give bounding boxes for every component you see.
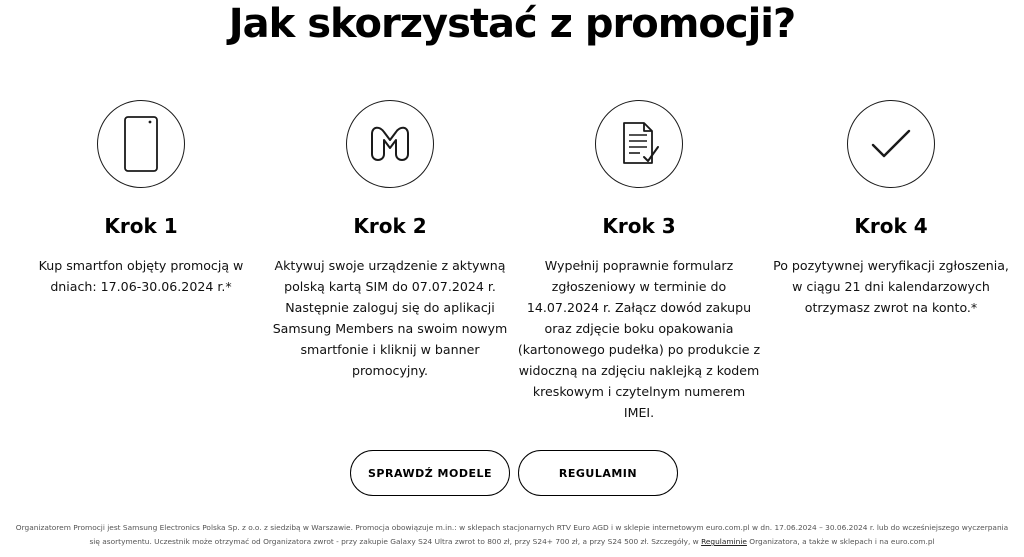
step-2-description: Aktywuj swoje urządzenie z aktywną polską kartą SIM do 07.07.2024 r. Następnie zaloguj się do aplikacji Samsung Members na swoim nowym smartfonie i kliknij w banner promocyjny. xyxy=(272,258,508,378)
form-icon xyxy=(614,119,664,169)
check-models-button[interactable]: SPRAWDŹ MODELE xyxy=(350,450,510,496)
samsung-members-icon xyxy=(366,122,414,166)
step-2-icon-circle xyxy=(346,100,434,188)
step-1-description: Kup smartfon objęty promocją w dniach: 17.06-30.06.2024 r.* xyxy=(38,258,244,294)
disclaimer-text-after: Organizatora, a także w sklepach i na euro.com.pl xyxy=(746,537,935,546)
step-4-icon-circle xyxy=(847,100,935,188)
step-3-icon-circle xyxy=(595,100,683,188)
step-2 xyxy=(265,100,515,381)
step-4-title: Krok 4 xyxy=(854,214,928,238)
steps-row xyxy=(0,100,1024,420)
step-3-description: Wypełnij poprawnie formularz zgłoszeniowy w terminie do 14.07.2024 r. Załącz dowód zakupu oraz zdjęcie boku opakowania (kartonowego pudełka) po produkcie z widoczną na zdjęciu naklejką z kodem kreskowym i czytelnym numerem IMEI. xyxy=(517,258,761,420)
cta-buttons xyxy=(0,450,1024,496)
step-3-title: Krok 3 xyxy=(602,214,676,238)
step-1-icon-circle xyxy=(97,100,185,188)
step-1 xyxy=(16,100,266,297)
step-1-title: Krok 1 xyxy=(104,214,178,238)
smartphone-icon xyxy=(121,114,161,174)
step-4 xyxy=(766,100,1016,318)
checkmark-icon xyxy=(869,127,913,161)
page-title: Jak skorzystać z promocji? xyxy=(228,1,796,47)
regulations-button[interactable]: REGULAMIN xyxy=(518,450,678,496)
step-2-title: Krok 2 xyxy=(353,214,427,238)
step-4-description: Po pozytywnej weryfikacji zgłoszenia, w ciągu 21 dni kalendarzowych otrzymasz zwrot na konto.* xyxy=(773,258,1009,315)
regulations-link[interactable]: Regulaminie xyxy=(701,537,747,546)
disclaimer-text-before: Organizatorem Promocji jest Samsung Electronics Polska Sp. z o.o. z siedzibą w Warszawie. Promocja obowiązuje m.in.: w sklepach stacjonarnych RTV Euro AGD i w sklepie internetowym euro.com.pl w dn. 17.06.2024 – 30.06.2024 r. lub do wcześniejszego wyczerpania się asortymentu. Uczestnik może otrzymać od Organizatora zwrot - przy zakupie Galaxy S24 Ultra zwrot to 800 zł, przy S24+ 700 zł, a przy S24 500 zł. Szczegóły, w xyxy=(15,523,1009,546)
legal-disclaimer xyxy=(10,521,1014,549)
step-3 xyxy=(514,100,764,423)
